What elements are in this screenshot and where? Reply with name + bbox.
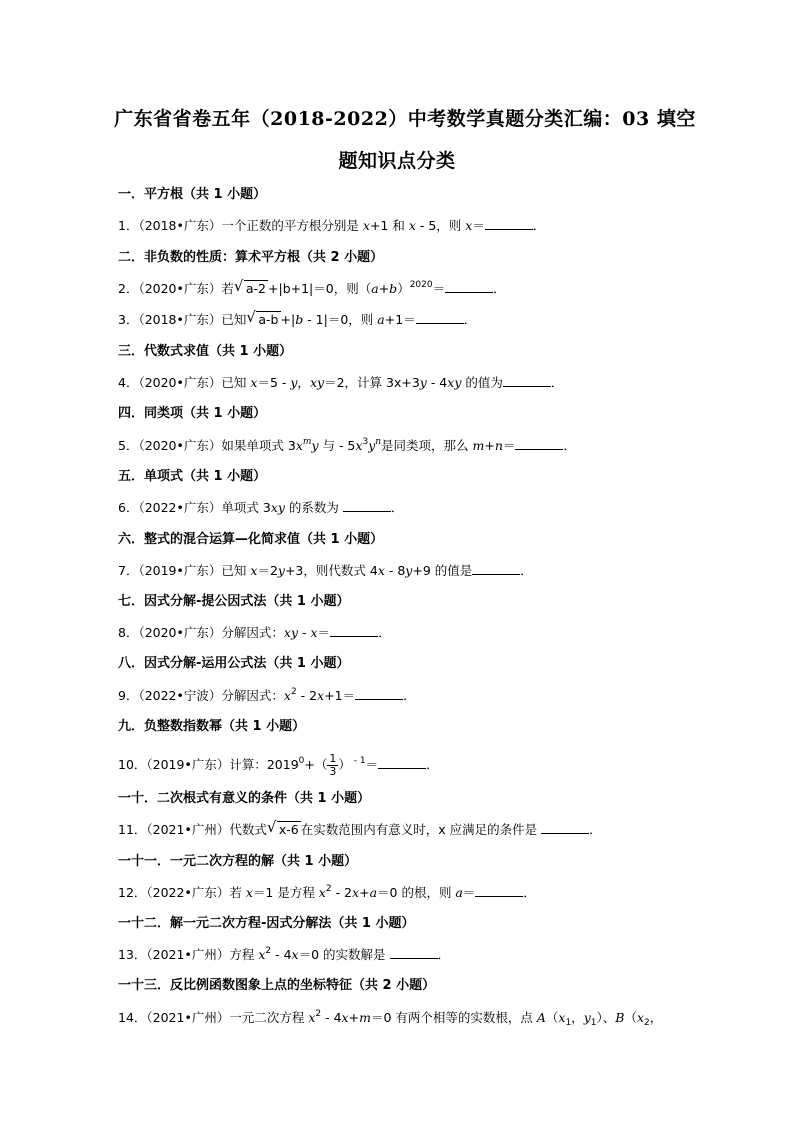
section-heading-7: 七．因式分解-提公因式法（共 1 小题） [118, 594, 350, 609]
question-9: 9．（2022•宁波）分解因式：$x^2 - 2x+1=$ ． [118, 687, 416, 703]
section-heading-9: 九．负整数指数幂（共 1 小题） [118, 719, 306, 734]
question-4: 4．（2020•广东）已知 x＝5 - y，xy＝2，计算 3x+3y - 4xy 的值为 ． [118, 375, 564, 390]
answer-blank[interactable] [541, 822, 589, 834]
section-heading-11: 一十一．一元二次方程的解（共 1 小题） [118, 854, 358, 869]
answer-blank[interactable] [445, 281, 493, 293]
section-heading-4: 四．同类项（共 1 小题） [118, 406, 267, 421]
question-11: 11．（2021•广州）代数式 √ x-6 在实数范围内有意义时，x 应满足的条件是 ． [118, 820, 678, 840]
question-6: 6．（2022•广东）单项式 3xy 的系数为 ． [118, 500, 404, 515]
document-title-line2: 题知识点分类 [338, 150, 456, 172]
answer-blank[interactable] [330, 625, 378, 637]
question-3: 3．（2018•广东）已知 √ a-b +|b - 1|＝0，则 a+1＝ ． [118, 310, 678, 330]
answer-blank[interactable] [515, 438, 563, 450]
answer-blank[interactable] [503, 375, 551, 387]
square-root: √ a-2 [233, 277, 267, 296]
answer-blank[interactable] [390, 947, 438, 959]
question-1: 1．（2018•广东）一个正数的平方根分别是 x+1 和 x - 5，则 x＝ ． [118, 218, 546, 233]
section-heading-12: 一十二．解一元二次方程-因式分解法（共 1 小题） [118, 916, 415, 931]
question-8: 8．（2020•广东）分解因式：xy - x＝ ． [118, 625, 391, 640]
fraction-one-third: $\frac{1}{3}$ [329, 752, 337, 778]
question-7: 7．（2019•广东）已知 x＝2y+3，则代数式 4x - 8y+9 的值是 ． [118, 563, 533, 578]
question-14: 14．（2021•广州）一元二次方程 $x^2 - 4x+m=0$ 有两个相等的实数根，点 $A(x_1$，$y_1$）、$B(x_2$， [118, 1009, 663, 1028]
answer-blank[interactable] [378, 757, 426, 769]
question-12: 12．（2022•广东）若 x＝1 是方程 $x^2 - 2x+a=0$ 的根，则 a＝ ． [118, 884, 536, 900]
section-heading-8: 八．因式分解-运用公式法（共 1 小题） [118, 656, 350, 671]
question-5: 5．（2020•广东）如果单项式 $3x^my$ 与 - $5x^3y^n$是同类项，那么 m+n＝ ． [118, 437, 576, 453]
answer-blank[interactable] [343, 500, 391, 512]
document-title-line1: 广东省省卷五年（2018-2022）中考数学真题分类汇编：03 填空 [114, 108, 696, 130]
answer-blank[interactable] [355, 688, 403, 700]
section-heading-1: 一．平方根（共 1 小题） [118, 187, 267, 202]
section-heading-6: 六．整式的混合运算—化简求值（共 1 小题） [118, 532, 384, 547]
square-root: √ a-b [246, 308, 279, 327]
answer-blank[interactable] [472, 563, 520, 575]
section-heading-10: 一十．二次根式有意义的条件（共 1 小题） [118, 791, 371, 806]
section-heading-13: 一十三．反比例函数图象上点的坐标特征（共 2 小题） [118, 978, 436, 993]
question-10: 10．（2019•广东）计算：$2019^0+$（ $\frac{1}{3}$ ） $^{- 1}$＝ ． [118, 752, 439, 778]
square-root: √ x-6 [266, 818, 299, 837]
question-2: 2．（2020•广东）若 √ a-2 +|b+1|＝0，则$(a+b)^{2020}=$ ． [118, 279, 678, 299]
answer-blank[interactable] [485, 218, 533, 230]
section-heading-2: 二．非负数的性质：算术平方根（共 2 小题） [118, 250, 384, 265]
section-heading-5: 五．单项式（共 1 小题） [118, 469, 267, 484]
answer-blank[interactable] [475, 885, 523, 897]
question-13: 13．（2021•广州）方程 $x^2 - 4x=0$ 的实数解是 ． [118, 946, 451, 962]
answer-blank[interactable] [416, 312, 464, 324]
section-heading-3: 三．代数式求值（共 1 小题） [118, 344, 293, 359]
